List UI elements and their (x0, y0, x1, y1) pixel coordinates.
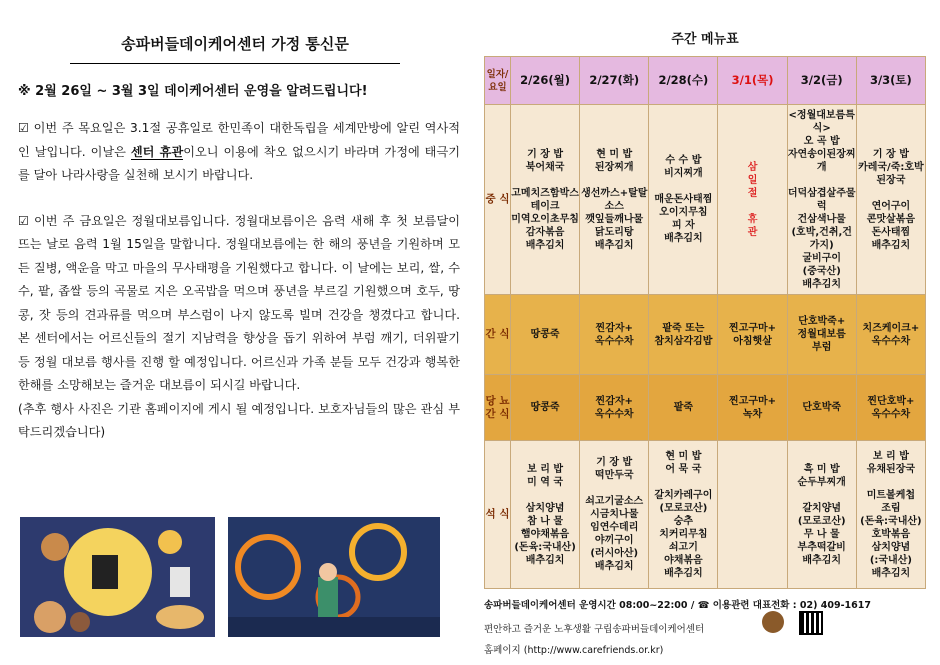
menu-cell: 찐감자+ 옥수수차 (580, 375, 649, 441)
p1-text-end: 이오니 이용에 착오 없으시기 바라며 가정에 태극기를 달아 나라사랑을 실천해 보시기 바랍니다. (18, 144, 460, 182)
homepage-line (484, 642, 663, 656)
day-header-holiday: 3/1(목) (718, 57, 787, 105)
menu-cell: 보 리 밥 유채된장국 미트볼케첩 조림 (돈육:국내산) 호박볶음 삼치양념 (:국내산) 배추김치 (856, 441, 925, 589)
menu-cell: 현 미 밥 어 묵 국 갈치카레구이 (모로코산) 숭추 치커리무침 쇠고기 야채볶음 배추김치 (649, 441, 718, 589)
qr-code-icon (799, 611, 823, 635)
menu-cell: 단호박죽 (787, 375, 856, 441)
menu-header-row (485, 57, 926, 105)
center-slogan: 편안하고 즐거운 노후생활 구립송파버들데이케어센터 (484, 624, 705, 635)
menu-cell: 팥죽 또는 참치삼각김밥 (649, 295, 718, 375)
homepage-link[interactable]: http://www.carefriends.or.kr (527, 645, 660, 656)
notice-paragraph-holiday (18, 117, 460, 188)
menu-cell: 현 미 밥 된장찌개 생선까스+탈탈소스 깻잎들깨나물 닭도리탕 배추김치 (580, 105, 649, 295)
illustrations (20, 517, 440, 637)
row-label: 석 식 (485, 441, 511, 589)
menu-cell: <정월대보름특식> 오 곡 밥 자연송이된장찌개 더덕삼겹살주물럭 건삼색나물 (호박,건취,건가지) 굴비구이 (중국산) 배추김치 (787, 105, 856, 295)
day-header: 2/27(화) (580, 57, 649, 105)
daeboreum-nuts-illustration (20, 517, 215, 637)
menu-cell: 찐감자+ 옥수수차 (580, 295, 649, 375)
menu-cell: 팥죽 (649, 375, 718, 441)
menu-cell: 기 장 밥 카레국/죽:호박된장국 연어구이 콘맛살볶음 돈사태찜 배추김치 (856, 105, 925, 295)
menu-cell: 땅콩죽 (511, 295, 580, 375)
snack-row (485, 295, 926, 375)
menu-title: 주간 메뉴표 (671, 32, 739, 47)
menu-cell: 찐단호박+ 옥수수차 (856, 375, 925, 441)
dinner-row (485, 441, 926, 589)
row-label: 간 식 (485, 295, 511, 375)
row-label: 중 식 (485, 105, 511, 295)
menu-cell: 수 수 밥 비지찌개 매운돈사태찜 오이지무침 피 자 배추김치 (649, 105, 718, 295)
menu-cell: 찐고구마+ 녹차 (718, 375, 787, 441)
p1-text: ☑ 이번 주 목요일은 3.1절 공휴일로 한민족이 대한독립을 세계만방에 알린 역사적인 날입니다. 이날은 (18, 121, 460, 159)
lunch-row (485, 105, 926, 295)
notice-panel (10, 28, 460, 445)
notice-paragraph-daeboreum: ☑ 이번 주 금요일은 정월대보름입니다. 정월대보름이은 음력 새해 후 첫 보름달이 뜨는 날로 음력 1월 15일을 말합니다. 정월대보름에는 한 해의 풍년을 기원하며 모든 질병, 액운을 막고 마을의 무사태평을 기원했다고 합니다. 이 날에는 보리, 쌀, 수수, 팥, 좁쌀 등의 곡물로 지은 오곡밥을 먹으며 풍년을 부르길 기원했으며 호두, 땅콩, 잣 등의 견과류를 먹으며 부스럼이 나지 않도록 빌며 건강을 챙겼다고 합니다. 본 센터에서는 어르신들의 절기 지남력을 향상을 돕기 위하여 부럼 깨기, 더위팔기 등 정월 대보름 행사를 진행 할 예정입니다. 어르신과 가족 분들 모두 건강과 행복한 한해를 소망해보는 즐거운 대보름이 되시길 바랍니다. (18, 213, 460, 392)
menu-cell: 기 장 밥 북어채국 고메치즈함박스테이크 미역오이초무침 감자볶음 배추김치 (511, 105, 580, 295)
diabetic-snack-row (485, 375, 926, 441)
menu-cell: 흑 미 밥 순두부찌개 갈치양념 (모로코산) 무 나 물 부추떡갈비 배추김치 (787, 441, 856, 589)
menu-cell: 찐고구마+ 아침햇살 (718, 295, 787, 375)
row-label: 당 뇨 간 식 (485, 375, 511, 441)
weekly-menu (484, 28, 926, 589)
menu-cell: 땅콩죽 (511, 375, 580, 441)
homepage-label: 홈페이지 ( (484, 645, 528, 656)
menu-cell: 보 리 밥 미 역 국 삼치양념 참 나 물 햄야채볶음 (돈육:국내산) 배추김치 (511, 441, 580, 589)
menu-table (484, 56, 926, 589)
day-header: 3/3(토) (856, 57, 925, 105)
notice-paragraph-photos: (추후 행사 사진은 기관 홈페이지에 게시 될 예정입니다. 보호자님들의 많은 관심 부탁드리겠습니다) (18, 401, 460, 439)
operating-hours: 송파버들데이케어센터 운영시간 08:00~22:00 / ☎ 이용관련 대표전화 : 02) 409-1617 (484, 600, 871, 611)
menu-cell (718, 441, 787, 589)
holiday-cell: 삼 일 절 휴 관 (718, 105, 787, 295)
center-logo-icon (762, 611, 784, 633)
jwibulnori-illustration (228, 517, 440, 637)
homepage-end: ) (659, 645, 664, 656)
notice-title: 송파버들데이케어센터 가정 통신문 (70, 28, 400, 64)
menu-cell: 치즈케이크+ 옥수수차 (856, 295, 925, 375)
menu-cell: 단호박죽+ 정월대보름 부럼 (787, 295, 856, 375)
day-header: 3/2(금) (787, 57, 856, 105)
day-header: 2/28(수) (649, 57, 718, 105)
notice-subhead: ※ 2월 26일 ~ 3월 3일 데이케어센터 운영을 알려드립니다! (18, 84, 368, 99)
center-closed-highlight: 센터 휴관 (130, 144, 184, 159)
day-header: 2/26(월) (511, 57, 580, 105)
menu-cell: 기 장 밥 떡만두국 쇠고기굴소스 시금치나물 임연수데리 야끼구이 (러시아산) 배추김치 (580, 441, 649, 589)
menu-corner: 일자/ 요일 (485, 57, 511, 105)
